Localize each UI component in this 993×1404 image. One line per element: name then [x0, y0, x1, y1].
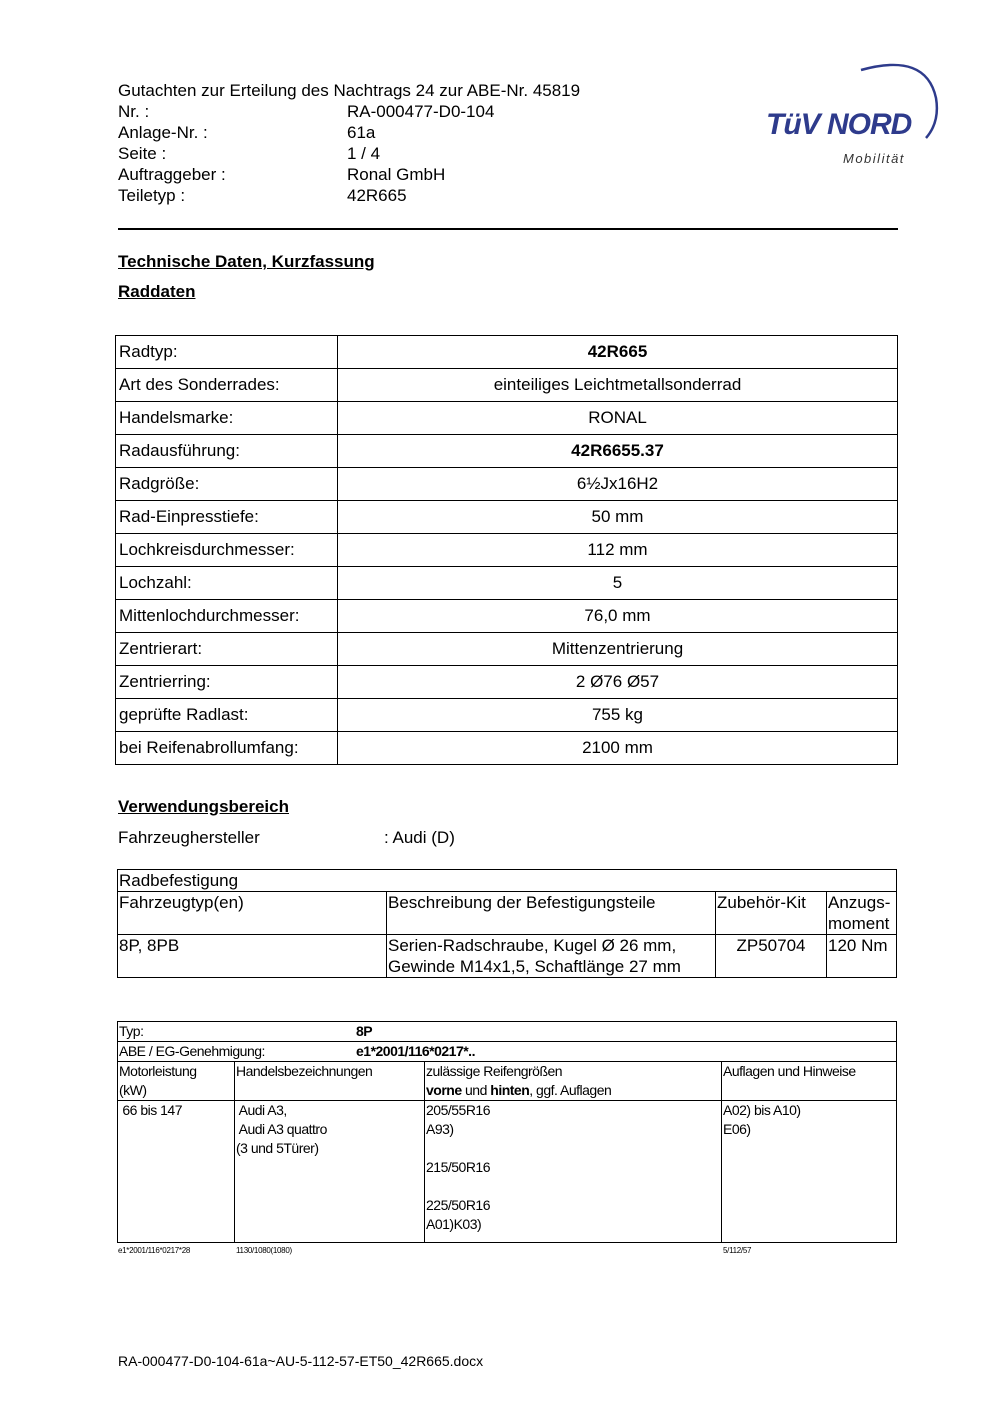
reifen-line: 215/50R16	[426, 1159, 491, 1175]
logo-subtitle: Mobilität	[843, 151, 905, 166]
raddaten-value: 2100 mm	[338, 732, 898, 765]
reifen-line: A01)K03)	[426, 1216, 482, 1232]
typ-label: Typ:	[119, 1023, 144, 1039]
abe-row	[118, 1042, 897, 1062]
befestigung-table	[117, 869, 897, 978]
auflagen-line: A02) bis A10)	[723, 1102, 801, 1118]
raddaten-value: 5	[338, 567, 898, 600]
header-text: und	[461, 1082, 491, 1098]
abe-label: ABE / EG-Genehmigung:	[119, 1043, 265, 1059]
header-auflagen: Auflagen und Hinweise	[722, 1062, 897, 1101]
header-key: Auftraggeber :	[118, 165, 226, 184]
header-value: 1 / 4	[347, 144, 381, 163]
header-reifen	[425, 1062, 722, 1101]
tuv-nord-logo	[766, 58, 941, 170]
header-row-anlage	[118, 122, 580, 143]
header-divider	[118, 228, 898, 230]
footer-code: 5/112/57	[723, 1246, 752, 1255]
raddaten-label: Zentrierart:	[116, 633, 338, 666]
typ-value: 8P	[356, 1023, 373, 1039]
raddaten-label: Art des Sonderrades:	[116, 369, 338, 402]
raddaten-label: Radtyp:	[116, 336, 338, 369]
table-row	[116, 534, 898, 567]
raddaten-label: Lochzahl:	[116, 567, 338, 600]
table-row	[118, 870, 897, 892]
raddaten-label: Zentrierring:	[116, 666, 338, 699]
typ-table	[117, 1021, 897, 1243]
header-motor	[118, 1062, 235, 1101]
table-row	[116, 699, 898, 732]
footer-code: 1130/1080(1080)	[236, 1246, 292, 1255]
raddaten-value: einteiliges Leichtmetallsonderrad	[338, 369, 898, 402]
raddaten-value: 2 Ø76 Ø57	[338, 666, 898, 699]
raddaten-value: 6½Jx16H2	[338, 468, 898, 501]
raddaten-value: 42R6655.37	[338, 435, 898, 468]
table-row	[116, 501, 898, 534]
raddaten-label: geprüfte Radlast:	[116, 699, 338, 732]
cell-kit: ZP50704	[716, 935, 827, 978]
raddaten-value: 112 mm	[338, 534, 898, 567]
table-row	[118, 1042, 897, 1062]
cell-handel	[235, 1101, 425, 1243]
table-row	[116, 567, 898, 600]
document-header	[118, 80, 580, 206]
handel-line: Audi A3 quattro	[236, 1121, 327, 1137]
reifen-line: A93)	[426, 1121, 454, 1137]
table-row	[116, 369, 898, 402]
abe-value: e1*2001/116*0217*..	[356, 1043, 475, 1059]
raddaten-label: Radausführung:	[116, 435, 338, 468]
beschreibung-line: Gewinde M14x1,5, Schaftlänge 27 mm	[388, 957, 681, 976]
table-row	[116, 402, 898, 435]
header-key: Nr. :	[118, 102, 150, 121]
reifen-line	[426, 1177, 720, 1196]
header-row-seite	[118, 143, 580, 164]
raddaten-label: Radgröße:	[116, 468, 338, 501]
cell-motor	[118, 1101, 235, 1243]
raddaten-label: Rad-Einpresstiefe:	[116, 501, 338, 534]
befestigung-title: Radbefestigung	[118, 870, 897, 892]
header-value: Ronal GmbH	[347, 165, 446, 184]
header-moment	[827, 892, 897, 935]
header-row-teiletyp	[118, 185, 580, 206]
auflagen-line: E06)	[723, 1121, 751, 1137]
header-text: (kW)	[119, 1082, 147, 1098]
typ-row	[118, 1022, 897, 1042]
cell-typ: 8P, 8PB	[118, 935, 387, 978]
reifen-line: 205/55R16	[426, 1102, 491, 1118]
file-name: RA-000477-D0-104-61a~AU-5-112-57-ET50_42R665.docx	[118, 1353, 484, 1369]
hersteller-line	[118, 828, 455, 848]
table-row	[116, 666, 898, 699]
raddaten-table	[115, 335, 898, 765]
header-text: vorne	[426, 1082, 462, 1098]
motor-value: 66 bis 147	[119, 1102, 182, 1118]
logo-wordmark: TüV NORD	[766, 108, 912, 141]
header-beschreibung: Beschreibung der Befestigungsteile	[387, 892, 716, 935]
handel-line: Audi A3,	[236, 1102, 287, 1118]
header-text: hinten	[490, 1082, 530, 1098]
table-row	[116, 732, 898, 765]
cell-auflagen	[722, 1101, 897, 1243]
table-row	[118, 1022, 897, 1042]
header-row-nr	[118, 101, 580, 122]
header-moment-2: moment	[828, 914, 890, 933]
hersteller-value: : Audi (D)	[384, 828, 455, 847]
verwendung-title: Verwendungsbereich	[118, 797, 289, 816]
header-value: 42R665	[347, 186, 407, 205]
header-row-auftraggeber	[118, 164, 580, 185]
raddaten-value: 42R665	[338, 336, 898, 369]
footer-code: e1*2001/116*0217*28	[118, 1246, 191, 1255]
section-title: Technische Daten, Kurzfassung	[118, 252, 375, 271]
table-row	[116, 633, 898, 666]
raddaten-label: Mittenlochdurchmesser:	[116, 600, 338, 633]
raddaten-value: 755 kg	[338, 699, 898, 732]
raddaten-label: bei Reifenabrollumfang:	[116, 732, 338, 765]
beschreibung-line: Serien-Radschraube, Kugel Ø 26 mm,	[388, 936, 677, 955]
table-row	[116, 336, 898, 369]
table-row	[118, 935, 897, 978]
header-value: RA-000477-D0-104	[347, 102, 495, 121]
table-row	[116, 600, 898, 633]
table-row	[118, 1101, 897, 1243]
table-row	[116, 468, 898, 501]
header-key: Seite :	[118, 144, 167, 163]
header-text: , ggf. Auflagen	[529, 1082, 612, 1098]
document-title: Gutachten zur Erteilung des Nachtrags 24 zur ABE-Nr. 45819	[118, 81, 581, 100]
cell-beschreibung	[387, 935, 716, 978]
raddaten-value: RONAL	[338, 402, 898, 435]
table-row	[118, 892, 897, 935]
header-moment-1: Anzugs-	[828, 893, 891, 912]
reifen-line	[426, 1139, 720, 1158]
header-key: Anlage-Nr. :	[118, 123, 208, 142]
header-value: 61a	[347, 123, 376, 142]
table-row	[118, 1062, 897, 1101]
header-handel: Handelsbezeichnungen	[235, 1062, 425, 1101]
raddaten-value: 50 mm	[338, 501, 898, 534]
header-kit: Zubehör-Kit	[716, 892, 827, 935]
raddaten-value: 76,0 mm	[338, 600, 898, 633]
reifen-line: 225/50R16	[426, 1197, 491, 1213]
raddaten-value: Mittenzentrierung	[338, 633, 898, 666]
raddaten-label: Handelsmarke:	[116, 402, 338, 435]
raddaten-label: Lochkreisdurchmesser:	[116, 534, 338, 567]
header-key: Teiletyp :	[118, 186, 186, 205]
header-text: zulässige Reifengrößen	[426, 1063, 563, 1079]
handel-line: (3 und 5Türer)	[236, 1140, 319, 1156]
table-row	[116, 435, 898, 468]
cell-moment: 120 Nm	[827, 935, 897, 978]
hersteller-label: Fahrzeughersteller	[118, 828, 260, 847]
cell-reifen	[425, 1101, 722, 1243]
raddaten-title: Raddaten	[118, 282, 196, 301]
header-text: Motorleistung	[119, 1063, 197, 1079]
header-fahrzeugtyp: Fahrzeugtyp(en)	[118, 892, 387, 935]
